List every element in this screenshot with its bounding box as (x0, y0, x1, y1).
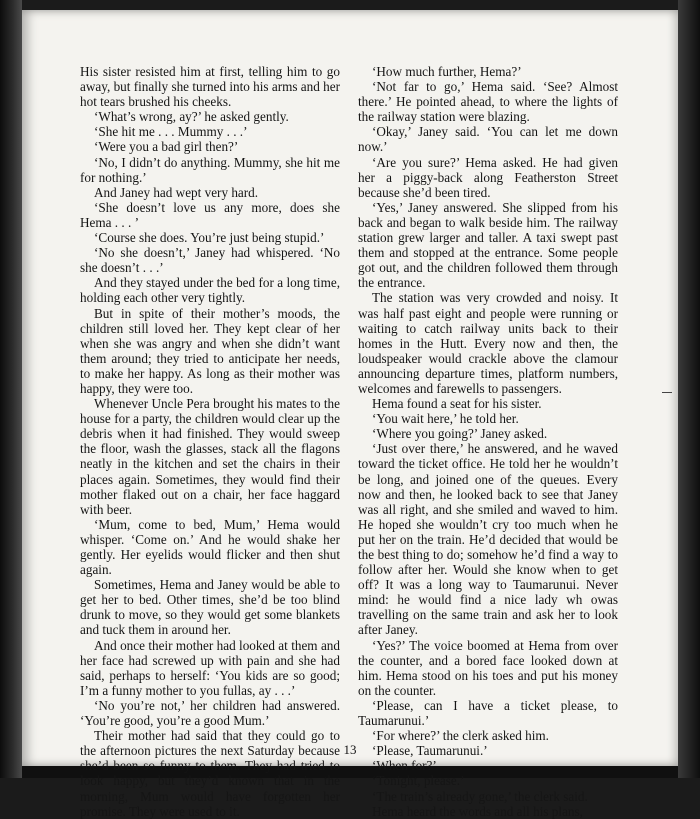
right-edge-shadow (678, 0, 700, 778)
paragraph: ‘No, I didn’t do anything. Mummy, she hit me for nothing.’ (80, 154, 340, 185)
paragraph: ‘Yes,’ Janey answered. She slipped from his back and began to walk beside him. The railway station grew larger and taller. A taxi swept past them and stopped at the entrance. Some people got out, and the children followed them through the entrance. (358, 199, 618, 291)
paragraph: ‘The train’s already gone,’ the clerk said. (372, 788, 588, 804)
paragraph: ‘For where?’ the clerk asked him. (372, 728, 549, 744)
paragraph: The station was very crowded and noisy. It was half past eight and people were running or waiting to catch railway units back to their homes in the Hutt. Every now and then, the loudspeaker would crackle above the clamour announcing departure times, platform numbers, welcomes and farewells to passengers. (358, 290, 618, 396)
paragraph: ‘Please, can I have a ticket please, to Taumarunui.’ (358, 697, 618, 729)
page-number: 13 (343, 742, 357, 757)
paragraph: ‘She hit me . . . Mummy . . .’ (94, 124, 248, 140)
paragraph: ‘When for?’ (372, 758, 437, 774)
paragraph: ‘Are you sure?’ Hema asked. He had given her a piggy-back along Featherston Street because she’d been tired. (358, 154, 618, 200)
book-spine-shadow (0, 0, 22, 778)
paragraph: ‘How much further, Hema?’ (372, 64, 522, 79)
paragraph: ‘Not far to go,’ Hema said. ‘See? Almost there.’ He pointed ahead, to where the lights of the railway station were blazing. (358, 79, 618, 125)
paragraph: Hema found a seat for his sister. (372, 396, 542, 412)
paragraph: Whenever Uncle Pera brought his mates to the house for a party, the children would clear up the debris when it had finished. They would sweep the floor, wash the glasses, stack all the flagons neatly in the kitchen and set the chairs in their places again. Sometimes, they would find their mother flaked out on a chair, her face haggard with beer. (80, 396, 340, 517)
paragraph: ‘Tonight, please.’ (372, 773, 465, 789)
paragraph: ‘Yes?’ The voice boomed at Hema from over the counter, and a bored face looked down at him. Hema stood on his toes and put his money on the counter. (358, 637, 618, 698)
book-page (22, 10, 678, 819)
paragraph: And they stayed under the bed for a long time, holding each other very tightly. (80, 275, 340, 306)
right-text-column (358, 64, 618, 819)
paragraph: And once their mother had looked at them and her face had screwed up with pain and she had said, perhaps to herself: ‘You kids are so good; I’m a funny mother to you fullas, ay . . .’ (80, 637, 340, 698)
left-text-column (80, 64, 340, 819)
paragraph: Their mother had said that they could go to the afternoon pictures the next Saturday because she’d been so funny to them. They had tried to look happy, but they’d known that in the morning, Mum would have forgotten her promise. They were used to it. (80, 728, 340, 819)
paragraph: ‘No you’re not,’ her children had answered. ‘You’re good, you’re a good Mum.’ (80, 697, 340, 729)
paragraph: But in spite of their mother’s moods, the children still loved her. They kept clear of her when she was angry and when she didn’t want them around; they tried to anticipate her needs, to make her happy. As long as their mother was happy, they were too. (80, 305, 340, 396)
margin-mark (662, 392, 672, 393)
paragraph: ‘Please, Taumarunui.’ (372, 743, 488, 759)
paragraph: Hema heard the words and all his plans, (372, 803, 583, 819)
paragraph: ‘Where you going?’ Janey asked. (372, 426, 548, 442)
paragraph: ‘Were you a bad girl then?’ (94, 139, 239, 155)
paragraph: ‘No she doesn’t,’ Janey had whispered. ‘No she doesn’t . . .’ (80, 245, 340, 276)
paragraph: And Janey had wept very hard. (94, 184, 259, 200)
paragraph: ‘What’s wrong, ay?’ he asked gently. (94, 109, 289, 125)
paragraph: ‘She doesn’t love us any more, does she Hema . . . ’ (80, 199, 340, 230)
paragraph: ‘Mum, come to bed, Mum,’ Hema would whisper. ‘Come on.’ And he would shake her gently. Her eyelids would flicker and then shut again. (80, 516, 340, 578)
paragraph: ‘Okay,’ Janey said. ‘You can let me down now.’ (358, 124, 618, 155)
paragraph: Sometimes, Hema and Janey would be able to get her to bed. Other times, she’d be too blind drunk to move, so they would get some blankets and tuck them in around her. (80, 577, 340, 638)
paragraph: ‘Course she does. You’re just being stupid.’ (94, 230, 325, 246)
paragraph: ‘Just over there,’ he answered, and he waved toward the ticket office. He told her he wouldn’t be long, and joined one of the queues. Every now and then, he looked back to see that Janey was all right, and she smiled and waved to him. He hoped she wouldn’t cry too much when he put her on the train. He’d decided that would be the best thing to do; somehow he’d find a way to follow after her. Would she know when to get off? It was a long way to Taumarunui. Never mind: he would find a nice lady wh owas travelling on the same train and ask her to look after Janey. (358, 441, 618, 638)
paragraph: His sister resisted him at first, telling him to go away, but finally she turned into his arms and her hot tears brushed his cheeks. (80, 64, 340, 110)
paragraph: ‘You wait here,’ he told her. (372, 411, 519, 427)
